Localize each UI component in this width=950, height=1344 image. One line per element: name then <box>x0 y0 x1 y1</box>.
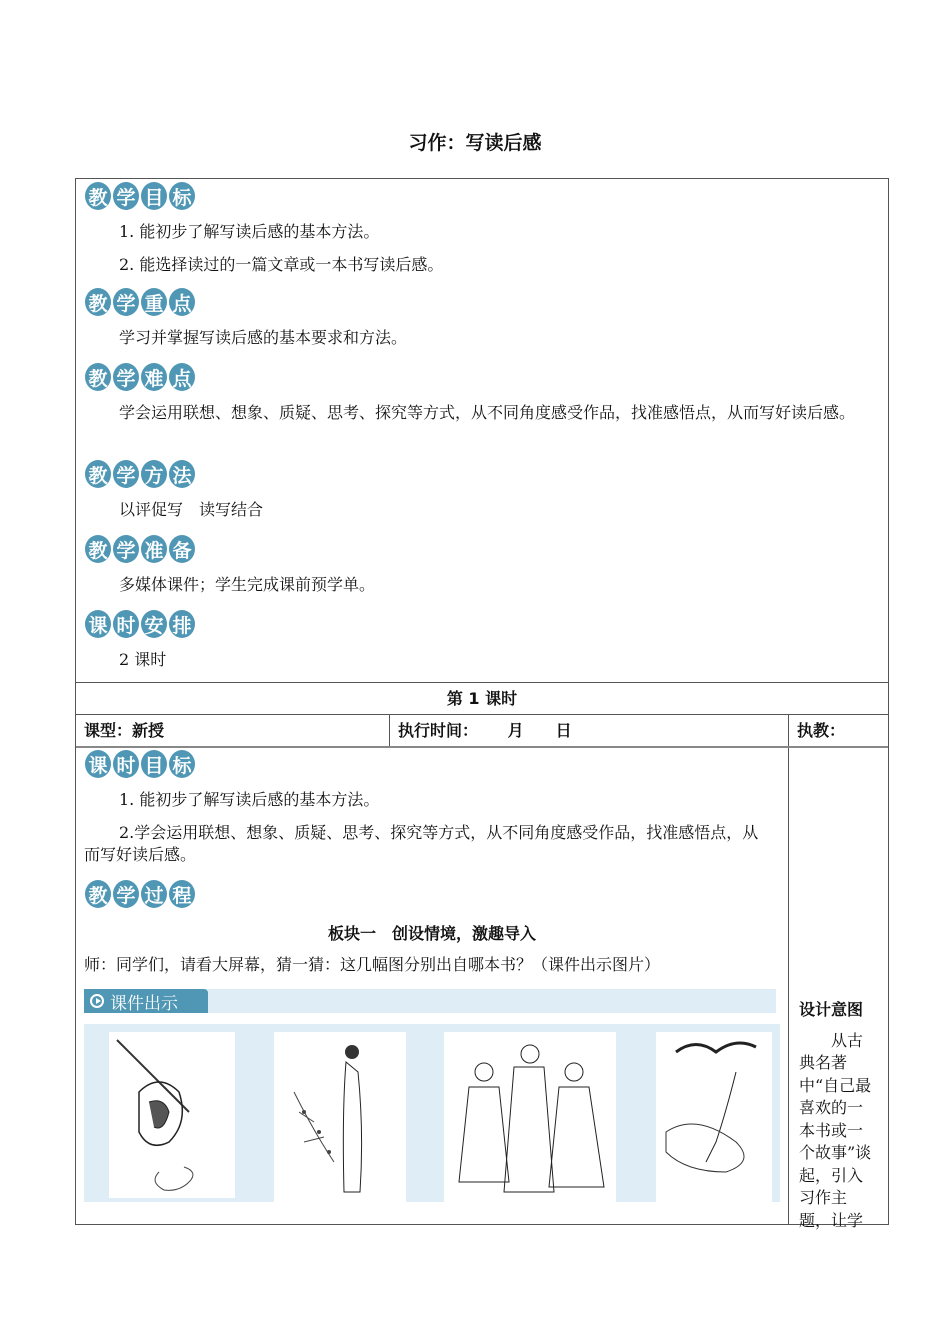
text-line: 多媒体课件；学生完成课前预学单。 <box>119 575 376 594</box>
text-paragraph: 学会运用联想、想象、质疑、思考、探究等方式，从不同角度感受作品，找准感悟点，从而写好读后感。 <box>119 403 856 422</box>
section-lesson-goals <box>76 749 786 866</box>
design-intent-heading: 设计意图 <box>799 1000 864 1019</box>
section-schedule <box>76 609 888 671</box>
divider <box>76 714 888 715</box>
divider <box>76 746 888 748</box>
lady-with-plum-blossoms-illustration <box>274 1032 406 1202</box>
text-line: 以评促写 读写结合 <box>119 500 264 519</box>
tiger-fight-illustration <box>656 1032 772 1202</box>
courseware-tab: 课件出示 <box>84 989 208 1013</box>
section-preparation <box>76 534 888 596</box>
badge-difficulties: 教 学 难 点 <box>84 362 888 392</box>
text-line: 2. 能选择读过的一篇文章或一本书写读后感。 <box>119 255 444 274</box>
text-line: 学习并掌握写读后感的基本要求和方法。 <box>119 328 408 347</box>
section-methods <box>76 459 888 521</box>
teacher-line: 师：同学们，请看大屏幕，猜一猜：这几幅图分别出自哪本书？（课件出示图片） <box>84 955 661 974</box>
text-line: 1. 能初步了解写读后感的基本方法。 <box>119 222 380 241</box>
play-icon <box>90 994 104 1008</box>
badge-methods: 教 学 方 法 <box>84 459 888 489</box>
badge-teaching-process: 教 学 过 程 <box>84 879 786 909</box>
design-intent <box>789 999 888 1232</box>
badge-lesson-goals: 课 时 目 标 <box>84 749 786 779</box>
text-line: 1. 能初步了解写读后感的基本方法。 <box>119 790 380 809</box>
courseware-images <box>84 1024 780 1202</box>
lesson-heading: 第 1 课时 <box>446 689 518 708</box>
courseware-bar <box>84 989 776 1013</box>
badge-teaching-goals: 教 学 目 标 <box>84 181 888 211</box>
monkey-king-illustration <box>109 1032 235 1198</box>
badge-schedule: 课 时 安 排 <box>84 609 888 639</box>
block-title: 板块一 创设情境，激趣导入 <box>327 924 536 943</box>
text-paragraph: 2.学会运用联想、想象、质疑、思考、探究等方式，从不同角度感受作品，找准感悟点，从而写好读后感。 <box>84 823 759 864</box>
lesson-type: 课型：新授 <box>84 721 165 740</box>
three-sworn-brothers-illustration <box>444 1032 616 1202</box>
execution-time: 执行时间： 月 日 <box>398 721 572 740</box>
badge-preparation: 教 学 准 备 <box>84 534 888 564</box>
lesson-plan-table <box>75 178 889 1230</box>
text-line: 2 课时 <box>119 650 167 669</box>
teacher-label: 执教： <box>797 721 846 740</box>
page-title: 习作：写读后感 <box>408 132 542 154</box>
divider <box>76 682 888 683</box>
section-difficulties <box>76 362 888 424</box>
section-key-points <box>76 287 888 349</box>
divider <box>389 714 390 746</box>
section-teaching-goals <box>76 181 888 276</box>
design-intent-text: 从古典名著中“自己最喜欢的一本书或一个故事”谈起，引入习作主题，让学 <box>799 1030 872 1230</box>
section-teaching-process <box>76 879 786 909</box>
badge-key-points: 教 学 重 点 <box>84 287 888 317</box>
